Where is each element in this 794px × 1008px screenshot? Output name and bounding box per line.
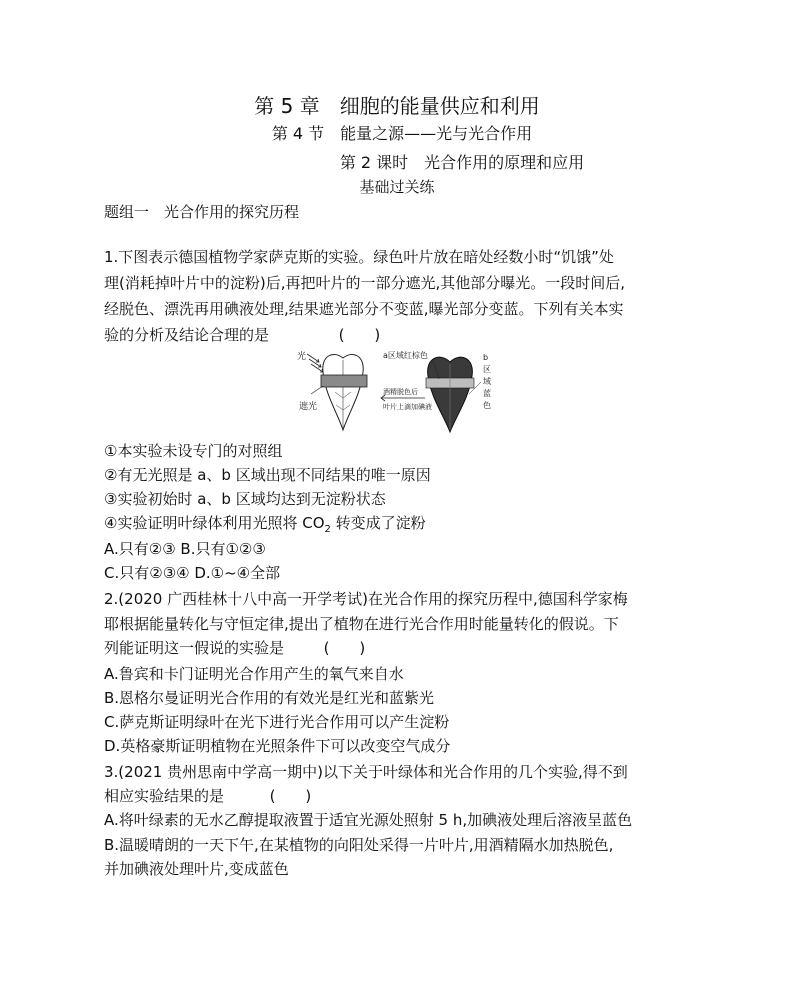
q3-answer-blank[interactable]: ( )	[269, 787, 312, 805]
q3-option-b-cont: 并加碘液处理叶片,变成蓝色	[104, 860, 289, 878]
q2-option-d[interactable]: D.英格豪斯证明植物在光照条件下可以改变空气成分	[104, 737, 451, 755]
shade-strip	[321, 375, 367, 387]
section-title: 第 4 节 能量之源——光与光合作用	[271, 124, 533, 143]
q1-statement-1: ①本实验未设专门的对照组	[104, 442, 283, 460]
q3-option-a[interactable]: A.将叶绿素的无水乙醇提取液置于适宜光源处照射 5 h,加碘液处理后溶液呈蓝色	[104, 811, 633, 829]
b-region-label	[483, 353, 491, 410]
q1-options-ab[interactable]: A.只有②③ B.只有①②③	[104, 540, 266, 558]
practice-title: 基础过关练	[359, 178, 435, 196]
arrow-bottom-label: 叶片上滴加碘液	[383, 403, 432, 411]
q1-line-4	[104, 325, 380, 345]
group-heading: 题组一 光合作用的探究历程	[104, 203, 300, 221]
q1-answer-blank[interactable]: ( )	[338, 326, 381, 344]
svg-text:蓝: 蓝	[483, 389, 491, 398]
chapter-title: 第 5 章 细胞的能量供应和利用	[254, 94, 540, 118]
q2-option-a[interactable]: A.鲁宾和卡门证明光合作用产生的氧气来自水	[104, 665, 404, 683]
q2-line-2: 耶根据能量转化与守恒定律,提出了植物在进行光合作用时能量转化的假说。下	[104, 615, 619, 633]
sachs-experiment-figure	[297, 348, 503, 434]
leaf-right-icon	[426, 357, 474, 432]
light-label: 光	[297, 352, 307, 362]
q2-line-3: 列能证明这一假说的实验是 ( )	[104, 639, 366, 657]
svg-text:b: b	[483, 353, 489, 362]
q1-line-1: 1.下图表示德国植物学家萨克斯的实验。绿色叶片放在暗处经数小时“饥饿”处	[104, 248, 614, 266]
a-region-label: a区域红棕色	[383, 351, 428, 360]
q2-option-b[interactable]: B.恩格尔曼证明光合作用的有效光是红光和蓝紫光	[104, 689, 435, 707]
lesson-title: 第 2 课时 光合作用的原理和应用	[339, 153, 585, 172]
q1-statement-3: ③实验初始时 a、b 区域均达到无淀粉状态	[104, 490, 386, 508]
light-arrows-icon	[307, 354, 323, 372]
arrow-top-label: 酒精脱色后	[383, 388, 418, 396]
q1-line-3: 经脱色、漂洗再用碘液处理,结果遮光部分不变蓝,曝光部分变蓝。下列有关本实	[104, 300, 624, 318]
q3-line-2: 相应实验结果的是 ( )	[104, 787, 312, 805]
leaf-left-icon	[323, 354, 363, 430]
shade-label: 遮光	[299, 402, 318, 412]
q3-option-b[interactable]: B.温暖晴朗的一天下午,在某植物的向阳处采得一片叶片,用酒精隔水加热脱色,	[104, 836, 614, 854]
q1-stem-end: 验的分析及结论合理的是	[104, 326, 270, 344]
q1-statement-4: ④实验证明叶绿体利用光照将 $CO_2$ 转变成了淀粉	[104, 514, 426, 535]
svg-text:区: 区	[483, 365, 491, 374]
q1-statement-2: ②有无光照是 a、b 区域出现不同结果的唯一原因	[104, 466, 431, 484]
q2-line-1: 2.(2020 广西桂林十八中高一开学考试)在光合作用的探究历程中,德国科学家梅	[104, 590, 628, 608]
q3-line-1: 3.(2021 贵州思南中学高一期中)以下关于叶绿体和光合作用的几个实验,得不到	[104, 763, 628, 781]
q1-line-2: 理(消耗掉叶片中的淀粉)后,再把叶片的一部分遮光,其他部分曝光。一段时间后,	[104, 274, 626, 292]
svg-text:色: 色	[483, 401, 491, 410]
q1-options-cd[interactable]: C.只有②③④ D.①~④全部	[104, 564, 281, 582]
q2-option-c[interactable]: C.萨克斯证明绿叶在光下进行光合作用可以产生淀粉	[104, 713, 450, 731]
svg-text:域: 域	[483, 377, 491, 386]
q2-answer-blank[interactable]: ( )	[323, 639, 366, 657]
